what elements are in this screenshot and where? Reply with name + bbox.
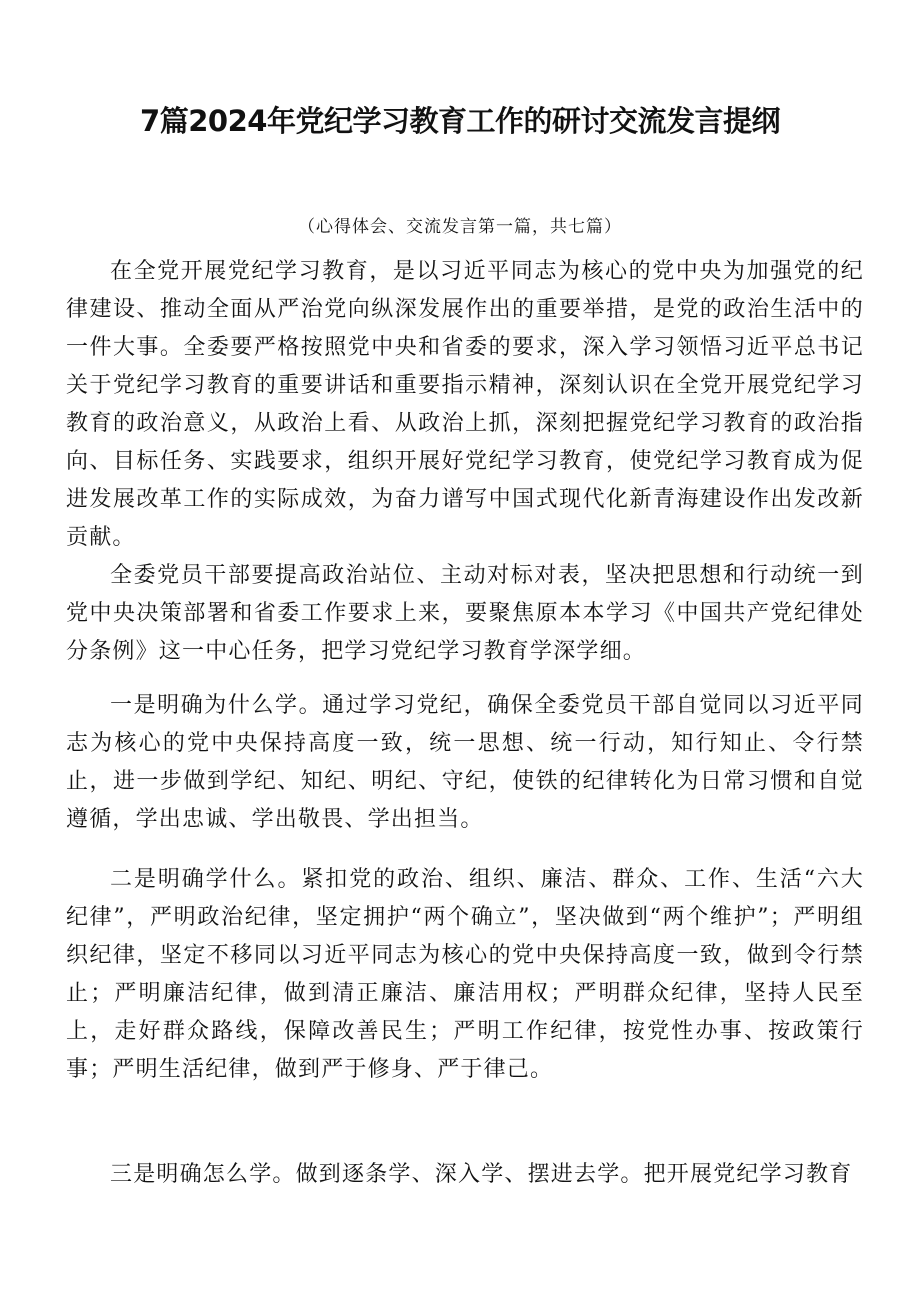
paragraph-1: 在全党开展党纪学习教育，是以习近平同志为核心的党中央为加强党的纪律建设、推动全面从严治党向纵深发展作出的重要举措，是党的政治生活中的一件大事。全委要严格按照党中央和省委的要求，深入学习领悟习近平总书记关于党纪学习教育的重要讲话和重要指示精神，深刻认识在全党开展党纪学习教育的政治意义，从政治上看、从政治上抓，深刻把握党纪学习教育的政治指向、目标任务、实践要求，组织开展好党纪学习教育，使党纪学习教育成为促进发展改革工作的实际成效，为奋力谱写中国式现代化新青海建设作出发改新贡献。: [66, 259, 864, 550]
document-subtitle: （心得体会、交流发言第一篇，共七篇）: [298, 217, 622, 237]
paragraph-2: 全委党员干部要提高政治站位、主动对标对表，坚决把思想和行动统一到党中央决策部署和省委工作要求上来，要聚焦原本本学习《中国共产党纪律处分条例》这一中心任务，把学习党纪学习教育学深学细。: [66, 563, 864, 664]
document-title: 7篇2024年党纪学习教育工作的研讨交流发言提纲: [140, 104, 780, 138]
paragraph-3: 一是明确为什么学。通过学习党纪，确保全委党员干部自觉同以习近平同志为核心的党中央保持高度一致，统一思想、统一行动，知行知止、令行禁止，进一步做到学纪、知纪、明纪、守纪，使铁的纪律转化为日常习惯和自觉遵循，学出忠诚、学出敬畏、学出担当。: [66, 693, 864, 832]
paragraph-4: 二是明确学什么。紧扣党的政治、组织、廉洁、群众、工作、生活“六大纪律”，严明政治纪律，坚定拥护“两个确立”，坚决做到“两个维护”；严明组织纪律，坚定不移同以习近平同志为核心的党中央保持高度一致，做到令行禁止；严明廉洁纪律，做到清正廉洁、廉洁用权；严明群众纪律，坚持人民至上，走好群众路线，保障改善民生；严明工作纪律，按党性办事、按政策行事；严明生活纪律，做到严于修身、严于律己。: [66, 867, 864, 1082]
paragraph-5: 三是明确怎么学。做到逐条学、深入学、摆进去学。把开展党纪学习教育: [110, 1162, 853, 1187]
